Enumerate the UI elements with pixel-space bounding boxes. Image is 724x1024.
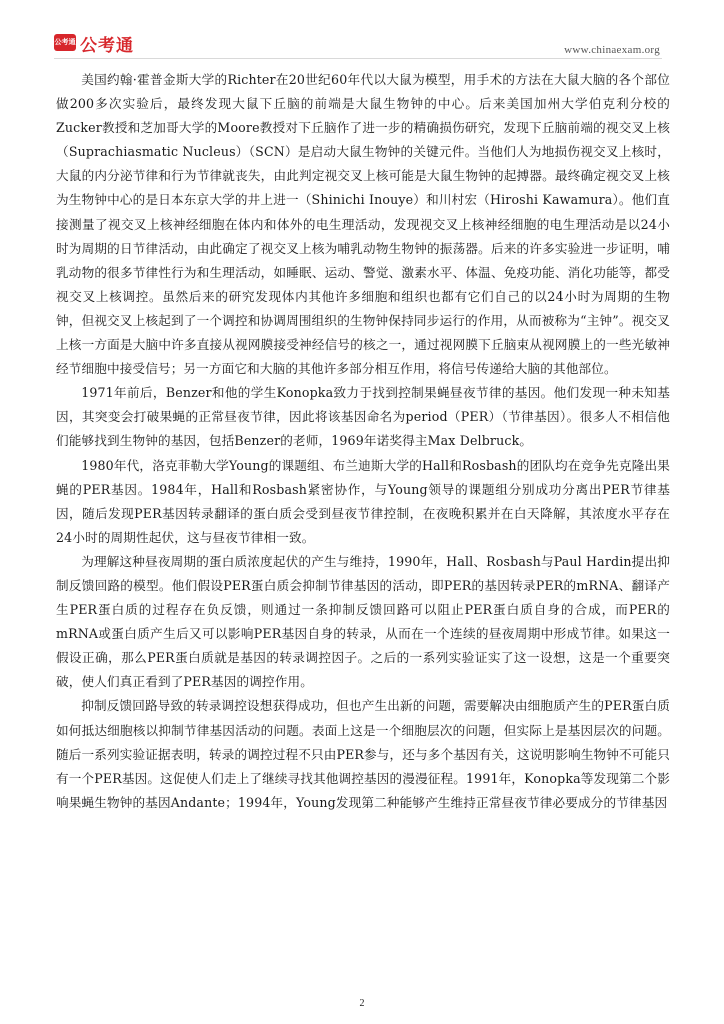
paragraph-feedback-model: 为理解这种昼夜周期的蛋白质浓度起伏的产生与维持，1990年，Hall、Rosbash与Paul Hardin提出抑制反馈回路的模型。他们假设PER蛋白质会抑制节律基因的活动，即PER的基因转录PER的mRNA、翻译产生PER蛋白质的过程存在负反馈，则通过一条抑制反馈回路可以阻止PER蛋白质自身的合成，而PER的mRNA或蛋白质产生后又可以影响PER基因自身的转录，从而在一个连续的昼夜周期中形成节律。如果这一假设正确，那么PER蛋白质就是基因的转录调控因子。之后的一系列实验证实了这一设想，这是一个重要突破，使人们真正看到了PER基因的调控作用。	[56, 553, 670, 690]
paragraph-regulation: 抑制反馈回路导致的转录调控设想获得成功，但也产生出新的问题，需要解决由细胞质产生的PER蛋白质如何抵达细胞核以抑制节律基因活动的问题。表面上这是一个细胞层次的问题，但实际上是基因层次的问题。随后一系列实验证据表明，转录的调控过程不只由PER参与，还与多个基因有关，这说明影响生物钟不可能只有一个PER基因。这促使人们走上了继续寻找其他调控基因的漫漫征程。1991年，Konopka等发现第二个影响果蝇生物钟的基因Andante；1994年，Young发现第二种能够产生维持正常昼夜节律必要成分的节律基因	[56, 698, 670, 810]
paragraph-1980s: 1980年代，洛克菲勒大学Young的课题组、布兰迪斯大学的Hall和Rosbash的团队均在竞争先克隆出果蝇的PER基因。1984年，Hall和Rosbash紧密协作，与Young领导的课题组分别成功分离出PER节律基因，随后发现PER基因转录翻译的蛋白质会受到昼夜节律控制，在夜晚积累并在白天降解，其浓度水平存在24小时的周期性起伏，这与昼夜节律相一致。	[56, 457, 670, 545]
logo-text: 公考通	[80, 36, 134, 56]
logo-badge: 公考通	[54, 34, 76, 51]
paragraph-benzer: 1971年前后，Benzer和他的学生Konopka致力于找到控制果蝇昼夜节律的基因。他们发现一种未知基因，其突变会打破果蝇的正常昼夜节律，因此将该基因命名为period（PER）（节律基因）。很多人不相信他们能够找到生物钟的基因，包括Benzer的老师，1969年诺奖得主Max Delbruck。	[56, 385, 670, 449]
header-divider	[54, 58, 662, 59]
page-number: 2	[359, 998, 365, 1009]
document-body	[56, 68, 670, 815]
page-header	[0, 0, 724, 64]
site-url[interactable]: www.chinaexam.org	[564, 44, 660, 56]
paragraph-scn: 美国约翰·霍普金斯大学的Richter在20世纪60年代以大鼠为模型，用手术的方法在大鼠大脑的各个部位做200多次实验后，最终发现大鼠下丘脑的前端是大鼠生物钟的中心。后来美国加州大学伯克利分校的Zucker教授和芝加哥大学的Moore教授对下丘脑作了进一步的精确损伤研究，发现下丘脑前端的视交叉上核（Suprachiasmatic Nucleus）（SCN）是启动大鼠生物钟的关键元件。当他们人为地损伤视交叉上核时，大鼠的内分泌节律和行为节律就丧失，由此判定视交叉上核可能是大鼠生物钟的起搏器。最终确定视交叉上核为生物钟中心的是日本东京大学的井上进一（Shinichi Inouye）和川村宏（Hiroshi Kawamura）。他们直接测量了视交叉上核神经细胞在体内和体外的电生理活动，发现视交叉上核神经细胞的电生理活动是以24小时为周期的日节律活动，由此确定了视交叉上核为哺乳动物生物钟的振荡器。后来的许多实验进一步证明，哺乳动物的很多节律性行为和生理活动，如睡眠、运动、警觉、激素水平、体温、免疫功能、消化功能等，都受视交叉上核调控。虽然后来的研究发现体内其他许多细胞和组织也都有它们自己的以24小时为周期的生物钟，但视交叉上核起到了一个调控和协调周围组织的生物钟保持同步运行的作用，从而被称为“主钟”。视交叉上核一方面是大脑中许多直接从视网膜接受神经信号的核之一，通过视网膜下丘脑束从视网膜上的一些光敏神经节细胞中接受信号；另一方面它和大脑的其他许多部分相互作用，将信号传递给大脑的其他部位。	[56, 72, 670, 377]
